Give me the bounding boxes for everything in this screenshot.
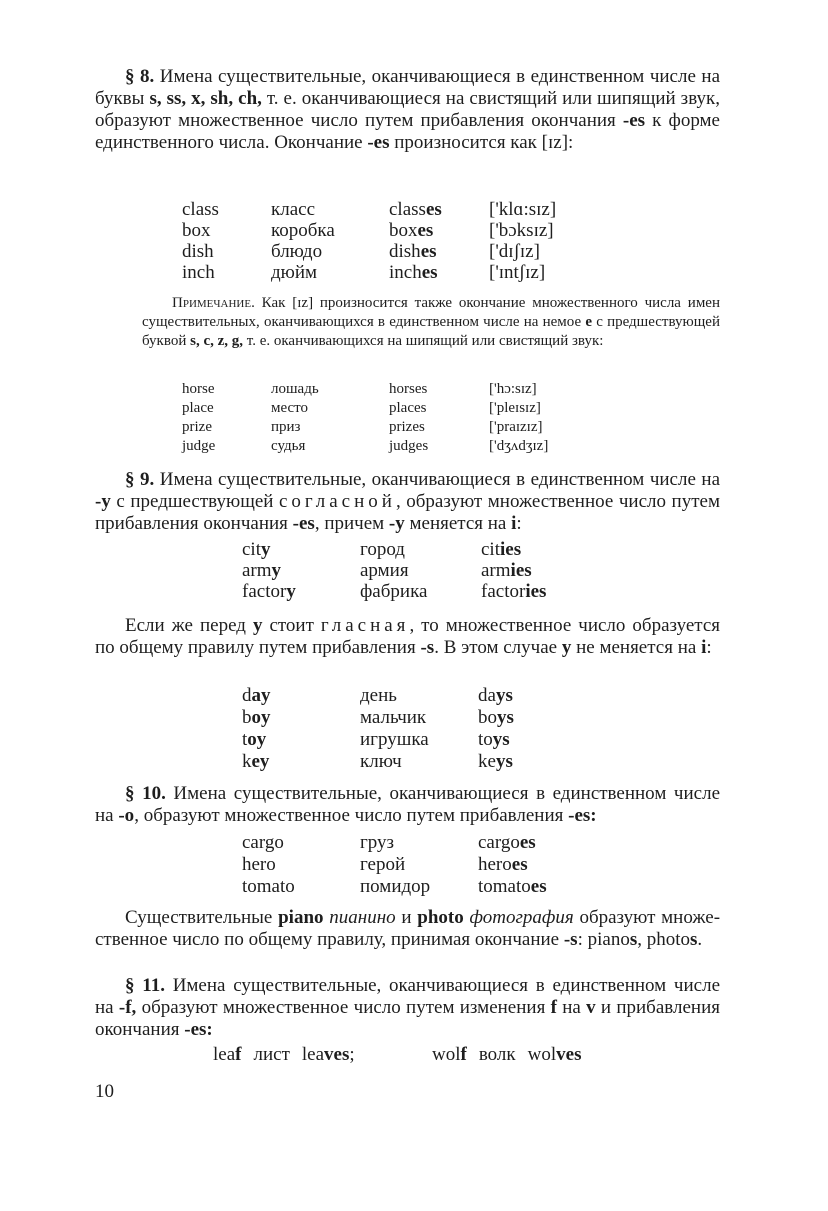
leaf-example: leaf лист leaves; [213, 1044, 355, 1065]
textbook-page: § 8. Имена существительные, оканчивающиеся в единственном числе на буквы s, ss, x, sh, ch, т. е. оканчивающиеся на свистящий или шипящий звук, образуют множественное число путем прибавления окончания -es к форме единственного числа. Окончание -es произносится как [ɪz]: class класс classes ['klɑ:sɪz] box коробка boxes ['bɔksɪz] dish блюдо dishes ['dɪʃɪz] inch дюйм inches ['ɪntʃɪz] Примечание. Как [ɪz] произносится также окончание множественного числа имен существительных, оканчивающихся в единственном числе на немое е с предшествующей буквой s, c, z, g, т. е. оканчивающихся на шипящий или свистящий звук: horse лошадь horses ['hɔ:sɪz] place место places ['pleɪsɪz] prize приз prizes ['praɪzɪz] judge судья judges ['dʒʌdʒɪz] § 9. Имена существительные, оканчивающиеся в единственном числе на -y с предшествующей согласной, образуют множественное число путем прибавления окончания -es, причем -y меняется на i: city город cities army армия armies factory фабрика factories Если же перед y стоит гласная, то множественное число образуется по общему правилу путем прибавления -s. В этом случае y не меняется на i: day день days boy мальчик boys toy игрушка toys key ключ keys § 10. Имена существительные, оканчивающиеся в единственном числе на -o, образуют множественное число путем прибавления -es: cargo груз cargoes hero герой heroes tomato помидор tomatoes Существительные piano пианино и photo фотография образуют множественное число по общему правилу, принимая окончание -s: pianos, photos. § 11. Имена существительные, оканчивающиеся в единственном числе на -f, образуют множественное число путем изменения f на v и прибавления окончания -es: leaf лист leaves; wolf волк wolves 10 [95, 66, 721, 1102]
page-number: 10 [95, 1081, 114, 1102]
section-9-vowel-paragraph: Если же перед y стоит гласная, то множественное число образуется по общему правилу путем прибавления -s. В этом случае y не меняется на i: [95, 615, 720, 658]
section-9-paragraph: § 9. Имена существительные, оканчивающиеся в единственном числе на -y с предшествующей согласной, образуют множественное число путем прибавления окончания -es, причем -y меняется на i: [95, 469, 721, 534]
note-paragraph: Примечание. Как [ɪz] произносится также окончание множественного числа имен существительных, оканчивающихся в единственном числе на немое е с предшествующей буквой s, c, z, g, т. е. оканчивающихся на шипящий или свистящий звук: [142, 295, 720, 349]
wolf-example: wolf волк wolves [432, 1044, 582, 1065]
section-10-paragraph: § 10. Имена существительные, оканчивающиеся в единственном числе на -o, образуют множественное число путем прибавления -es: [95, 783, 721, 826]
note-label: Примечание. [172, 295, 255, 311]
section-11-paragraph: § 11. Имена существительные, оканчивающиеся в единственном числе на -f, образуют множественное число путем изменения f на v и прибавления окончания -es: [95, 975, 721, 1040]
section-number: § 8. [125, 66, 155, 87]
section-10-piano-photo-paragraph: Существительные piano пианино и photo фотография образуют множественное число по общему правилу, принимая окончание -s: pianos, photos. [95, 907, 721, 950]
section-number: § 11. [125, 975, 165, 996]
section-8-paragraph: § 8. Имена существительные, оканчивающиеся в единственном числе на буквы s, ss, x, sh, ch, т. е. оканчивающиеся на свистящий или шипящий звук, образуют множественное число путем прибавления окончания -es к форме единственного числа. Окончание -es произносится как [ɪz]: [95, 66, 721, 153]
section-number: § 10. [125, 783, 166, 804]
section-number: § 9. [125, 469, 155, 490]
